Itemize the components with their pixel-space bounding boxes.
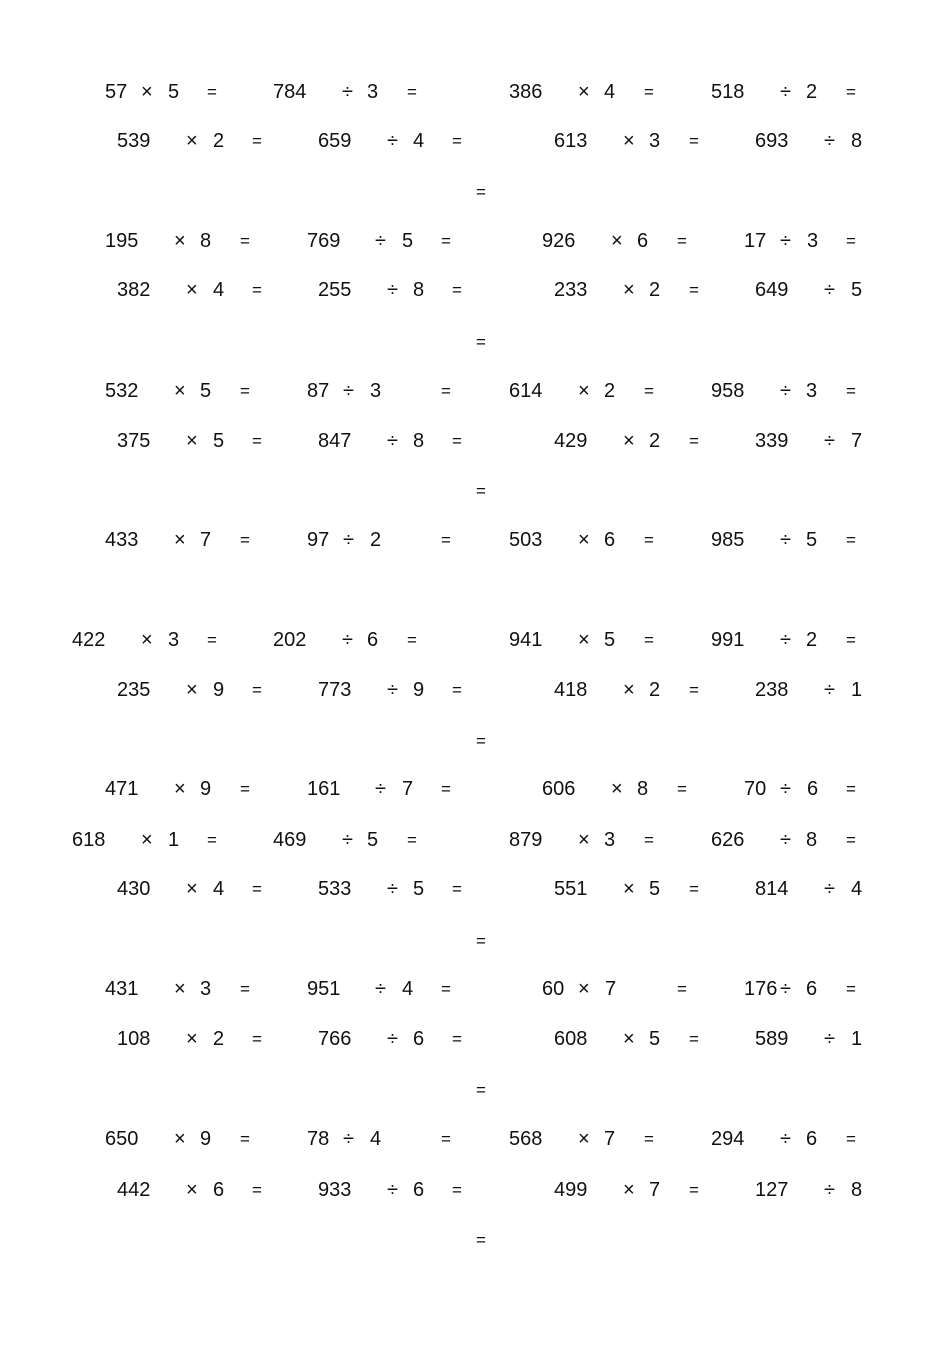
operand-b: 4 (402, 978, 414, 1000)
equals-sign: = (846, 830, 856, 850)
multiply-sign: × (611, 230, 623, 252)
operand-a: 499 (554, 1179, 588, 1201)
equals-sign: = (644, 530, 654, 550)
operand-b: 7 (200, 529, 212, 551)
divide-sign: ÷ (375, 230, 386, 252)
operand-a: 418 (554, 679, 588, 701)
operand-a: 469 (273, 829, 307, 851)
operand-b: 1 (851, 679, 863, 701)
operand-b: 5 (213, 430, 225, 452)
operand-b: 9 (200, 778, 212, 800)
equals-sign: = (677, 979, 687, 999)
equals-sign: = (644, 82, 654, 102)
equals-sign: = (846, 82, 856, 102)
operand-a: 773 (318, 679, 352, 701)
operand-a: 941 (509, 629, 543, 651)
multiply-sign: × (174, 230, 186, 252)
operand-b: 8 (413, 279, 425, 301)
multiply-sign: × (174, 380, 186, 402)
multiply-sign: × (186, 1028, 198, 1050)
operand-a: 532 (105, 380, 139, 402)
operand-b: 5 (367, 829, 379, 851)
operand-a: 539 (117, 130, 151, 152)
operand-b: 8 (851, 1179, 863, 1201)
operand-a: 127 (755, 1179, 789, 1201)
operand-b: 5 (806, 529, 818, 551)
operand-a: 766 (318, 1028, 352, 1050)
operand-b: 5 (649, 878, 661, 900)
operand-a: 235 (117, 679, 151, 701)
multiply-sign: × (141, 629, 153, 651)
operand-b: 9 (200, 1128, 212, 1150)
equals-sign: = (846, 630, 856, 650)
operand-a: 650 (105, 1128, 139, 1150)
divide-sign: ÷ (780, 778, 791, 800)
operand-a: 608 (554, 1028, 588, 1050)
operand-a: 233 (554, 279, 588, 301)
operand-b: 2 (806, 81, 818, 103)
equals-sign: = (252, 431, 262, 451)
divide-sign: ÷ (780, 81, 791, 103)
operand-a: 769 (307, 230, 341, 252)
equals-sign: = (476, 182, 486, 202)
operand-a: 238 (755, 679, 789, 701)
equals-sign: = (407, 830, 417, 850)
operand-b: 5 (402, 230, 414, 252)
multiply-sign: × (623, 430, 635, 452)
multiply-sign: × (578, 380, 590, 402)
multiply-sign: × (141, 829, 153, 851)
operand-b: 3 (807, 230, 819, 252)
operand-b: 3 (806, 380, 818, 402)
divide-sign: ÷ (387, 130, 398, 152)
equals-sign: = (689, 431, 699, 451)
divide-sign: ÷ (343, 529, 354, 551)
equals-sign: = (846, 530, 856, 550)
multiply-sign: × (186, 878, 198, 900)
equals-sign: = (240, 1129, 250, 1149)
operand-a: 57 (105, 81, 128, 103)
operand-b: 4 (370, 1128, 382, 1150)
equals-sign: = (240, 979, 250, 999)
operand-b: 8 (806, 829, 818, 851)
operand-b: 5 (168, 81, 180, 103)
multiply-sign: × (623, 1179, 635, 1201)
equals-sign: = (476, 1230, 486, 1250)
operand-b: 6 (367, 629, 379, 651)
equals-sign: = (452, 1180, 462, 1200)
operand-a: 429 (554, 430, 588, 452)
divide-sign: ÷ (824, 1028, 835, 1050)
operand-a: 606 (542, 778, 576, 800)
operand-a: 17 (744, 230, 767, 252)
equals-sign: = (476, 481, 486, 501)
equals-sign: = (252, 879, 262, 899)
operand-b: 4 (413, 130, 425, 152)
equals-sign: = (252, 1029, 262, 1049)
equals-sign: = (240, 530, 250, 550)
equals-sign: = (689, 680, 699, 700)
operand-a: 784 (273, 81, 307, 103)
operand-a: 951 (307, 978, 341, 1000)
operand-a: 614 (509, 380, 543, 402)
divide-sign: ÷ (824, 279, 835, 301)
operand-b: 4 (851, 878, 863, 900)
equals-sign: = (689, 280, 699, 300)
equals-sign: = (476, 731, 486, 751)
operand-a: 255 (318, 279, 352, 301)
operand-a: 375 (117, 430, 151, 452)
operand-b: 6 (413, 1028, 425, 1050)
operand-b: 2 (604, 380, 616, 402)
operand-b: 5 (851, 279, 863, 301)
operand-a: 471 (105, 778, 139, 800)
operand-b: 2 (649, 679, 661, 701)
operand-b: 8 (200, 230, 212, 252)
divide-sign: ÷ (824, 130, 835, 152)
operand-a: 433 (105, 529, 139, 551)
equals-sign: = (441, 381, 451, 401)
equals-sign: = (476, 1080, 486, 1100)
multiply-sign: × (578, 829, 590, 851)
operand-b: 3 (367, 81, 379, 103)
operand-b: 3 (200, 978, 212, 1000)
equals-sign: = (846, 979, 856, 999)
operand-a: 442 (117, 1179, 151, 1201)
multiply-sign: × (578, 629, 590, 651)
operand-b: 9 (213, 679, 225, 701)
operand-a: 958 (711, 380, 745, 402)
equals-sign: = (846, 779, 856, 799)
operand-a: 618 (72, 829, 106, 851)
divide-sign: ÷ (780, 529, 791, 551)
multiply-sign: × (186, 279, 198, 301)
operand-b: 7 (851, 430, 863, 452)
operand-b: 2 (213, 1028, 225, 1050)
divide-sign: ÷ (343, 380, 354, 402)
operand-b: 5 (604, 629, 616, 651)
divide-sign: ÷ (780, 629, 791, 651)
operand-a: 431 (105, 978, 139, 1000)
operand-a: 195 (105, 230, 139, 252)
operand-a: 693 (755, 130, 789, 152)
operand-b: 4 (213, 279, 225, 301)
divide-sign: ÷ (780, 978, 791, 1000)
equals-sign: = (441, 530, 451, 550)
operand-b: 6 (807, 778, 819, 800)
operand-a: 422 (72, 629, 106, 651)
multiply-sign: × (623, 279, 635, 301)
equals-sign: = (689, 879, 699, 899)
divide-sign: ÷ (343, 1128, 354, 1150)
operand-b: 2 (649, 279, 661, 301)
equals-sign: = (644, 830, 654, 850)
equals-sign: = (476, 931, 486, 951)
equals-sign: = (207, 830, 217, 850)
equals-sign: = (689, 1180, 699, 1200)
operand-a: 649 (755, 279, 789, 301)
equals-sign: = (452, 431, 462, 451)
operand-b: 3 (168, 629, 180, 651)
divide-sign: ÷ (387, 430, 398, 452)
divide-sign: ÷ (824, 878, 835, 900)
equals-sign: = (207, 630, 217, 650)
operand-a: 161 (307, 778, 341, 800)
equals-sign: = (846, 1129, 856, 1149)
equals-sign: = (644, 381, 654, 401)
operand-a: 97 (307, 529, 330, 551)
equals-sign: = (240, 381, 250, 401)
equals-sign: = (452, 680, 462, 700)
operand-a: 613 (554, 130, 588, 152)
multiply-sign: × (141, 81, 153, 103)
operand-b: 6 (806, 1128, 818, 1150)
multiply-sign: × (623, 130, 635, 152)
equals-sign: = (644, 630, 654, 650)
divide-sign: ÷ (780, 230, 791, 252)
operand-b: 6 (637, 230, 649, 252)
operand-a: 626 (711, 829, 745, 851)
multiply-sign: × (623, 878, 635, 900)
operand-a: 533 (318, 878, 352, 900)
operand-a: 847 (318, 430, 352, 452)
operand-b: 9 (413, 679, 425, 701)
operand-a: 659 (318, 130, 352, 152)
operand-b: 5 (200, 380, 212, 402)
equals-sign: = (240, 779, 250, 799)
divide-sign: ÷ (375, 978, 386, 1000)
equals-sign: = (441, 1129, 451, 1149)
multiply-sign: × (174, 978, 186, 1000)
equals-sign: = (452, 1029, 462, 1049)
operand-b: 2 (213, 130, 225, 152)
multiply-sign: × (578, 529, 590, 551)
divide-sign: ÷ (387, 1179, 398, 1201)
operand-b: 2 (806, 629, 818, 651)
operand-b: 7 (402, 778, 414, 800)
multiply-sign: × (623, 679, 635, 701)
operand-a: 879 (509, 829, 543, 851)
operand-b: 2 (370, 529, 382, 551)
equals-sign: = (252, 680, 262, 700)
multiply-sign: × (578, 978, 590, 1000)
equals-sign: = (476, 332, 486, 352)
divide-sign: ÷ (375, 778, 386, 800)
equals-sign: = (252, 1180, 262, 1200)
equals-sign: = (452, 280, 462, 300)
operand-b: 3 (649, 130, 661, 152)
operand-b: 7 (605, 978, 617, 1000)
operand-b: 2 (649, 430, 661, 452)
equals-sign: = (252, 131, 262, 151)
equals-sign: = (252, 280, 262, 300)
operand-b: 7 (604, 1128, 616, 1150)
operand-a: 108 (117, 1028, 151, 1050)
equals-sign: = (846, 231, 856, 251)
multiply-sign: × (578, 1128, 590, 1150)
operand-a: 87 (307, 380, 330, 402)
divide-sign: ÷ (780, 380, 791, 402)
operand-b: 1 (168, 829, 180, 851)
multiply-sign: × (174, 778, 186, 800)
operand-a: 294 (711, 1128, 745, 1150)
multiply-sign: × (186, 430, 198, 452)
operand-a: 503 (509, 529, 543, 551)
equals-sign: = (407, 82, 417, 102)
divide-sign: ÷ (824, 679, 835, 701)
operand-a: 991 (711, 629, 745, 651)
equals-sign: = (452, 131, 462, 151)
equals-sign: = (207, 82, 217, 102)
divide-sign: ÷ (780, 829, 791, 851)
operand-b: 5 (413, 878, 425, 900)
divide-sign: ÷ (824, 430, 835, 452)
equals-sign: = (846, 381, 856, 401)
operand-a: 985 (711, 529, 745, 551)
equals-sign: = (441, 231, 451, 251)
equals-sign: = (441, 779, 451, 799)
operand-b: 6 (806, 978, 818, 1000)
divide-sign: ÷ (387, 679, 398, 701)
operand-a: 926 (542, 230, 576, 252)
operand-a: 568 (509, 1128, 543, 1150)
operand-b: 3 (370, 380, 382, 402)
operand-b: 7 (649, 1179, 661, 1201)
multiply-sign: × (186, 1179, 198, 1201)
operand-a: 70 (744, 778, 767, 800)
operand-b: 1 (851, 1028, 863, 1050)
operand-a: 589 (755, 1028, 789, 1050)
operand-a: 78 (307, 1128, 330, 1150)
operand-a: 551 (554, 878, 588, 900)
operand-a: 60 (542, 978, 565, 1000)
equals-sign: = (407, 630, 417, 650)
operand-b: 6 (604, 529, 616, 551)
operand-a: 814 (755, 878, 789, 900)
divide-sign: ÷ (342, 629, 353, 651)
equals-sign: = (689, 131, 699, 151)
divide-sign: ÷ (387, 279, 398, 301)
operand-a: 382 (117, 279, 151, 301)
operand-b: 6 (213, 1179, 225, 1201)
operand-b: 8 (637, 778, 649, 800)
operand-a: 518 (711, 81, 745, 103)
multiply-sign: × (611, 778, 623, 800)
multiply-sign: × (623, 1028, 635, 1050)
divide-sign: ÷ (780, 1128, 791, 1150)
divide-sign: ÷ (387, 1028, 398, 1050)
divide-sign: ÷ (824, 1179, 835, 1201)
equals-sign: = (677, 779, 687, 799)
equals-sign: = (644, 1129, 654, 1149)
operand-b: 5 (649, 1028, 661, 1050)
multiply-sign: × (186, 679, 198, 701)
operand-b: 3 (604, 829, 616, 851)
operand-b: 4 (213, 878, 225, 900)
multiply-sign: × (186, 130, 198, 152)
equals-sign: = (677, 231, 687, 251)
divide-sign: ÷ (342, 829, 353, 851)
operand-b: 4 (604, 81, 616, 103)
divide-sign: ÷ (387, 878, 398, 900)
operand-a: 176 (744, 978, 778, 1000)
operand-a: 386 (509, 81, 543, 103)
operand-a: 933 (318, 1179, 352, 1201)
operand-a: 430 (117, 878, 151, 900)
operand-a: 339 (755, 430, 789, 452)
equals-sign: = (240, 231, 250, 251)
equals-sign: = (441, 979, 451, 999)
equals-sign: = (452, 879, 462, 899)
operand-b: 8 (413, 430, 425, 452)
equals-sign: = (689, 1029, 699, 1049)
divide-sign: ÷ (342, 81, 353, 103)
multiply-sign: × (174, 529, 186, 551)
operand-b: 8 (851, 130, 863, 152)
multiply-sign: × (578, 81, 590, 103)
multiply-sign: × (174, 1128, 186, 1150)
operand-b: 6 (413, 1179, 425, 1201)
operand-a: 202 (273, 629, 307, 651)
